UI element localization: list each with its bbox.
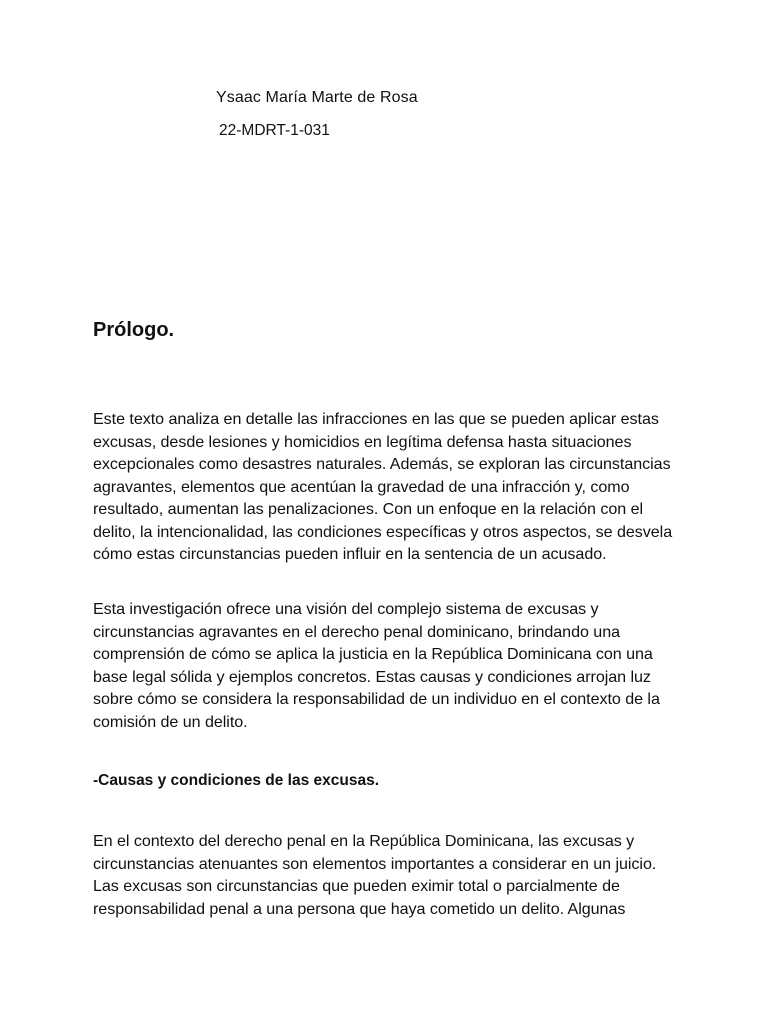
prologue-paragraph-2: Esta investigación ofrece una visión del complejo sistema de excusas y circunstancias agravantes en el derecho penal dominicano, brindando una comprensión de cómo se aplica la justicia en la República Dominicana con una base legal sólida y ejemplos concretos. Estas causas y condiciones arrojan luz sobre cómo se considera la responsabilidad de un individuo en el contexto de la comisión de un delito. xyxy=(93,600,660,731)
prologue-heading: Prólogo. xyxy=(93,319,175,341)
section-subheading: -Causas y condiciones de las excusas. xyxy=(93,772,380,789)
student-id: 22-MDRT-1-031 xyxy=(219,122,330,139)
author-name: Ysaac María Marte de Rosa xyxy=(216,89,418,106)
prologue-paragraph-1: Este texto analiza en detalle las infracciones en las que se pueden aplicar estas excusas, desde lesiones y homicidios en legítima defensa hasta situaciones excepcionales como desastres naturales. Además, se exploran las circunstancias agravantes, elementos que acentúan la gravedad de una infracción y, como resultado, aumentan las penalizaciones. Con un enfoque en la relación con el delito, la intencionalidad, las condiciones específicas y otros aspectos, se desvela cómo estas circunstancias pueden influir en la sentencia de un acusado. xyxy=(93,410,673,563)
section-paragraph-1: En el contexto del derecho penal en la República Dominicana, las excusas y circunstancias atenuantes son elementos importantes a considerar en un juicio. Las excusas son circunstancias que pueden eximir total o parcialmente de responsabilidad penal a una persona que haya cometido un delito. Algunas xyxy=(93,832,657,918)
